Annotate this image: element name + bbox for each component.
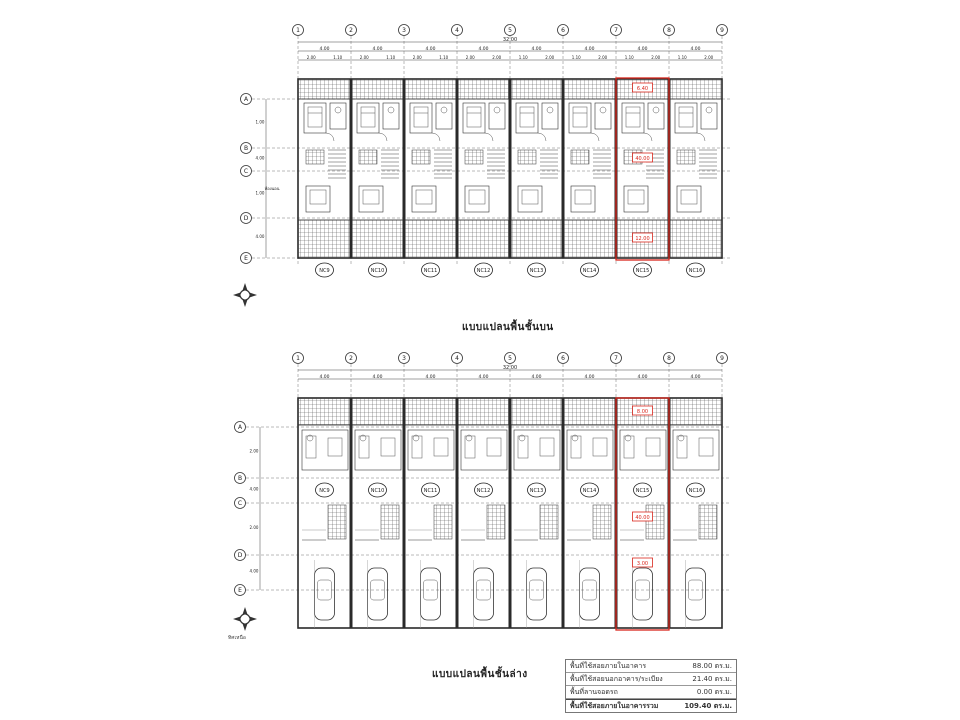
bay-dimension: 4.00 — [584, 375, 595, 380]
row-dimension: 4.00 — [249, 486, 259, 492]
toilet-icon — [653, 107, 659, 113]
room-tag: ห้องนอน — [264, 186, 280, 191]
bay-dimension: 4.00 — [690, 375, 701, 380]
sub-dimension: 2.00 — [412, 55, 422, 60]
unit-label: NC11 — [423, 268, 438, 274]
unit-label: NC10 — [370, 268, 385, 274]
bed-icon — [520, 107, 534, 127]
row-dimension: 4.00 — [255, 155, 265, 161]
grid-bubble-label: 1 — [296, 355, 300, 363]
party-wall — [456, 398, 459, 628]
area-row: พื้นที่ใช้สอยนอกอาคาร/ระเบียง 21.40 ตร.ม. — [566, 673, 736, 686]
grid-bubble-label: 5 — [508, 355, 512, 363]
area-row: พื้นที่ใช้สอยภายในอาคาร 88.00 ตร.ม. — [566, 660, 736, 673]
bedroom — [304, 103, 326, 133]
sub-dimension: 1.10 — [386, 55, 396, 60]
overall-dimension: 32.00 — [502, 365, 518, 371]
party-wall — [403, 398, 406, 628]
bed-icon — [681, 190, 697, 204]
bay-dimension: 4.00 — [372, 375, 383, 380]
row-dimension: 4.00 — [255, 234, 265, 239]
upper-plan-caption: แบบแปลนพื้นชั้นบน — [462, 322, 554, 333]
grid-bubble-label: 8 — [667, 27, 671, 35]
door-swing — [538, 133, 546, 141]
grid-bubble-label: 6 — [561, 27, 565, 35]
bay-dimension: 4.00 — [425, 375, 436, 380]
bay-dimension: 4.00 — [319, 375, 330, 380]
grid-bubble-label: C — [243, 168, 249, 176]
grid-bubble-label: 7 — [614, 27, 618, 35]
closet — [465, 150, 483, 164]
bedroom — [569, 103, 591, 133]
bed-icon — [414, 107, 428, 127]
grid-bubble-label: 4 — [455, 27, 459, 35]
party-wall — [403, 79, 406, 258]
sub-dimension: 1.10 — [333, 55, 343, 60]
bay-dimension: 4.00 — [584, 47, 595, 52]
closet — [412, 150, 430, 164]
toilet-icon — [441, 107, 447, 113]
door-swing — [697, 133, 705, 141]
stair-hatch — [381, 505, 399, 539]
sub-dimension: 2.00 — [651, 55, 661, 60]
grid-bubble-label: 8 — [667, 355, 671, 363]
unit-label: NC9 — [319, 268, 330, 274]
car-roof — [318, 580, 332, 600]
stair-hatch — [487, 505, 505, 539]
area-tag-value: 3.00 — [636, 560, 649, 567]
grid-bubble-label: 3 — [402, 355, 406, 363]
toilet-icon — [547, 107, 553, 113]
stair-hatch — [593, 505, 611, 539]
party-wall — [350, 79, 353, 258]
unit-label: NC14 — [582, 488, 597, 494]
bay-dimension: 4.00 — [637, 375, 648, 380]
car-roof — [583, 580, 597, 600]
bedroom — [675, 103, 697, 133]
toilet-icon — [335, 107, 341, 113]
stair-hatch — [328, 505, 346, 539]
overall-dimension: 32.00 — [502, 37, 518, 43]
grid-bubble-label: E — [244, 255, 248, 263]
stair-hatch — [646, 505, 664, 539]
grid-bubble-label: B — [237, 475, 243, 483]
closet — [359, 150, 377, 164]
grid-bubble-label: 9 — [720, 27, 724, 35]
row-dimension: 4.00 — [249, 568, 259, 574]
grid-bubble-label: D — [237, 552, 243, 560]
car-roof — [424, 580, 438, 600]
grid-bubble-label: 1 — [296, 27, 300, 35]
table-icon — [434, 438, 448, 456]
bed-icon — [361, 107, 375, 127]
door-swing — [379, 133, 387, 141]
sub-dimension: 1.10 — [518, 55, 528, 60]
bay-dimension: 4.00 — [531, 375, 542, 380]
door-swing — [644, 133, 652, 141]
closet — [677, 150, 695, 164]
bed-icon — [679, 107, 693, 127]
grid-bubble-label: 3 — [402, 27, 406, 35]
bed-icon — [310, 190, 326, 204]
party-wall — [509, 398, 512, 628]
unit-label: NC12 — [476, 268, 491, 274]
grid-bubble-label: 9 — [720, 355, 724, 363]
party-wall — [509, 79, 512, 258]
row-dimension: 1.00 — [255, 190, 265, 196]
car-roof — [689, 580, 703, 600]
door-swing — [591, 133, 599, 141]
bed-icon — [308, 107, 322, 127]
unit-label: NC13 — [529, 488, 544, 494]
grid-bubble-label: A — [237, 424, 243, 432]
unit-label: NC12 — [476, 488, 491, 494]
party-wall — [456, 79, 459, 258]
toilet-icon — [494, 107, 500, 113]
bed-icon — [416, 190, 432, 204]
bay-dimension: 4.00 — [690, 47, 701, 52]
stair-hatch — [699, 505, 717, 539]
row-dimension: 2.00 — [249, 525, 259, 530]
table-icon — [540, 438, 554, 456]
closet — [306, 150, 324, 164]
bay-dimension: 4.00 — [425, 47, 436, 52]
sub-dimension: 2.00 — [598, 55, 608, 60]
bay-dimension: 4.00 — [319, 47, 330, 52]
table-icon — [699, 438, 713, 456]
grid-bubble-label: 5 — [508, 27, 512, 35]
door-swing — [432, 133, 440, 141]
bay-dimension: 4.00 — [637, 47, 648, 52]
table-icon — [646, 438, 660, 456]
sub-dimension: 2.00 — [306, 55, 316, 60]
table-icon — [487, 438, 501, 456]
bedroom — [622, 103, 644, 133]
area-tag-value: 8.00 — [636, 408, 649, 415]
party-wall — [562, 79, 565, 258]
unit-label: NC9 — [319, 488, 330, 494]
grid-bubble-label: 4 — [455, 355, 459, 363]
unit-label: NC11 — [423, 488, 438, 494]
sub-dimension: 1.10 — [439, 55, 449, 60]
bed-icon — [573, 107, 587, 127]
bed-icon — [467, 107, 481, 127]
grid-bubble-label: C — [237, 500, 243, 508]
bedroom — [463, 103, 485, 133]
closet — [518, 150, 536, 164]
bed-icon — [626, 107, 640, 127]
toilet-icon — [388, 107, 394, 113]
grid-bubble-label: 7 — [614, 355, 618, 363]
north-label: ทิศเหนือ — [228, 635, 246, 641]
grid-bubble-label: D — [243, 215, 249, 223]
bedroom — [410, 103, 432, 133]
party-wall — [562, 398, 565, 628]
grid-bubble-label: A — [243, 96, 249, 104]
row-dimension: 2.00 — [249, 448, 259, 454]
compass-rose-icon — [232, 606, 258, 632]
grid-bubble-label: 2 — [349, 355, 353, 363]
grid-bubble-label: 2 — [349, 27, 353, 35]
toilet-icon — [706, 107, 712, 113]
bed-icon — [628, 190, 644, 204]
sub-dimension: 2.00 — [545, 55, 555, 60]
table-icon — [593, 438, 607, 456]
toilet-icon — [600, 107, 606, 113]
unit-label: NC14 — [582, 268, 597, 274]
sub-dimension: 2.00 — [704, 55, 714, 60]
party-wall — [350, 398, 353, 628]
door-swing — [326, 133, 334, 141]
table-icon — [381, 438, 395, 456]
unit-label: NC16 — [688, 488, 703, 494]
unit-label: NC15 — [635, 268, 650, 274]
door-swing — [485, 133, 493, 141]
bay-dimension: 4.00 — [478, 375, 489, 380]
area-row: พื้นที่ลานจอดรถ 0.00 ตร.ม. — [566, 686, 736, 699]
sub-dimension: 1.10 — [624, 55, 634, 60]
bed-icon — [522, 190, 538, 204]
sub-dimension: 1.10 — [571, 55, 581, 60]
unit-label: NC16 — [688, 268, 703, 274]
stair-hatch — [434, 505, 452, 539]
area-tag-value: 40.00 — [635, 514, 650, 521]
stair-hatch — [540, 505, 558, 539]
sub-dimension: 1.10 — [677, 55, 687, 60]
bed-icon — [363, 190, 379, 204]
area-tag-value: 12.00 — [635, 235, 650, 242]
row-dimension: 1.00 — [255, 119, 265, 125]
unit-label: NC15 — [635, 488, 650, 494]
bedroom — [516, 103, 538, 133]
area-summary-table — [565, 659, 737, 713]
bay-dimension: 4.00 — [531, 47, 542, 52]
grid-bubble-label: 6 — [561, 355, 565, 363]
bay-dimension: 4.00 — [372, 47, 383, 52]
sub-dimension: 2.00 — [359, 55, 369, 60]
sub-dimension: 2.00 — [465, 55, 475, 60]
area-tag-value: 6.40 — [636, 85, 649, 92]
grid-bubble-label: B — [243, 145, 249, 153]
area-tag-value: 40.00 — [635, 155, 650, 162]
table-icon — [328, 438, 342, 456]
area-row-total: พื้นที่ใช้สอยภายในอาคารรวม 109.40 ตร.ม. — [566, 699, 736, 712]
grid-bubble-label: E — [238, 587, 242, 595]
lower-plan-caption: แบบแปลนพื้นชั้นล่าง — [432, 669, 528, 680]
compass-rose-icon — [232, 282, 258, 308]
closet — [571, 150, 589, 164]
unit-label: NC10 — [370, 488, 385, 494]
bay-dimension: 4.00 — [478, 47, 489, 52]
bed-icon — [575, 190, 591, 204]
bed-icon — [469, 190, 485, 204]
unit-label: NC13 — [529, 268, 544, 274]
bedroom — [357, 103, 379, 133]
sub-dimension: 2.00 — [492, 55, 502, 60]
